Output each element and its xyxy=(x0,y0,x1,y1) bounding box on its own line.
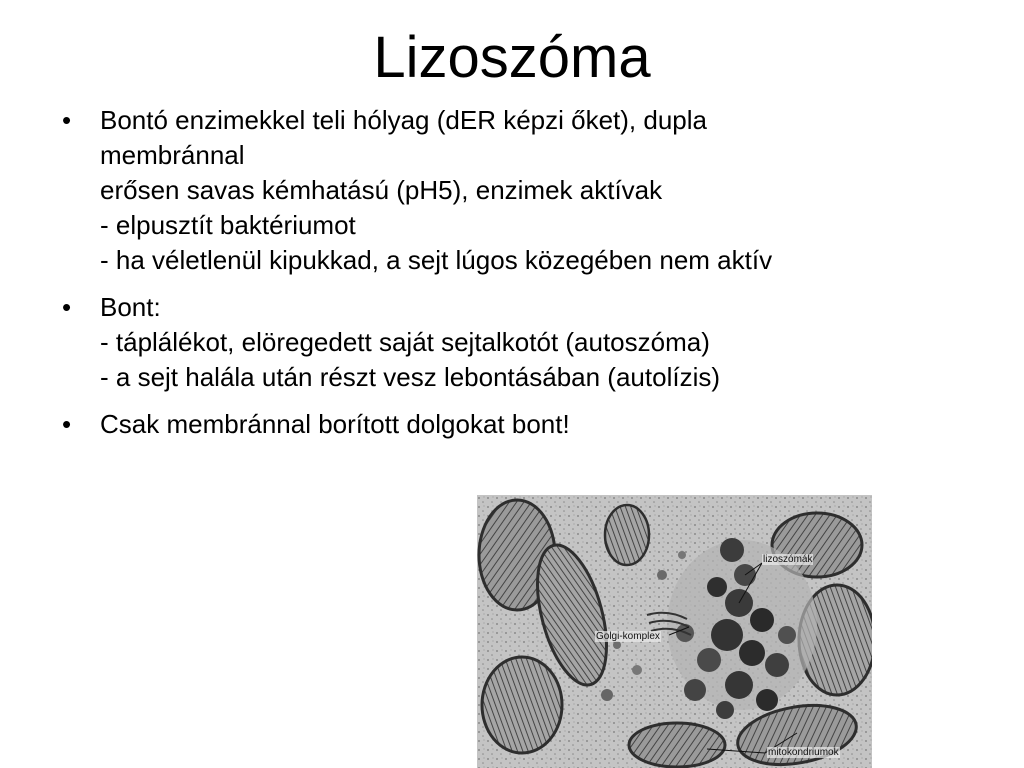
bullet-line: - ha véletlenül kipukkad, a sejt lúgos közegében nem aktív xyxy=(100,245,773,275)
bullet-dot-icon: • xyxy=(62,292,72,322)
bullet-item xyxy=(56,290,1006,395)
bullet-dot-icon: • xyxy=(62,105,72,135)
bullet-line: Bont: xyxy=(100,292,161,322)
electron-micrograph xyxy=(477,495,872,768)
bullet-line: Csak membránnal borított dolgokat bont! xyxy=(100,409,570,439)
bullet-line: - táplálékot, elöregedett saját sejtalkotót (autoszóma) xyxy=(100,327,710,357)
bullet-line: - elpusztít baktériumot xyxy=(100,210,356,240)
bullet-line: Bontó enzimekkel teli hólyag (dER képzi őket), dupla xyxy=(100,105,707,135)
bullet-line: membránnal xyxy=(100,140,245,170)
bullet-list xyxy=(56,103,1006,454)
bullet-item xyxy=(56,407,1006,442)
bullet-dot-icon: • xyxy=(62,409,72,439)
slide-title: Lizoszóma xyxy=(373,25,651,90)
bullet-item xyxy=(56,103,1006,278)
micrograph-image xyxy=(477,495,872,768)
bullet-line: erősen savas kémhatású (pH5), enzimek aktívak xyxy=(100,175,663,205)
label-golgi: Golgi-komplex xyxy=(596,631,660,642)
label-lysosomes: lizoszómák xyxy=(763,554,813,565)
bullet-line: - a sejt halála után részt vesz lebontásában (autolízis) xyxy=(100,362,721,392)
label-mitochondria: mitokondriumok xyxy=(768,747,839,758)
